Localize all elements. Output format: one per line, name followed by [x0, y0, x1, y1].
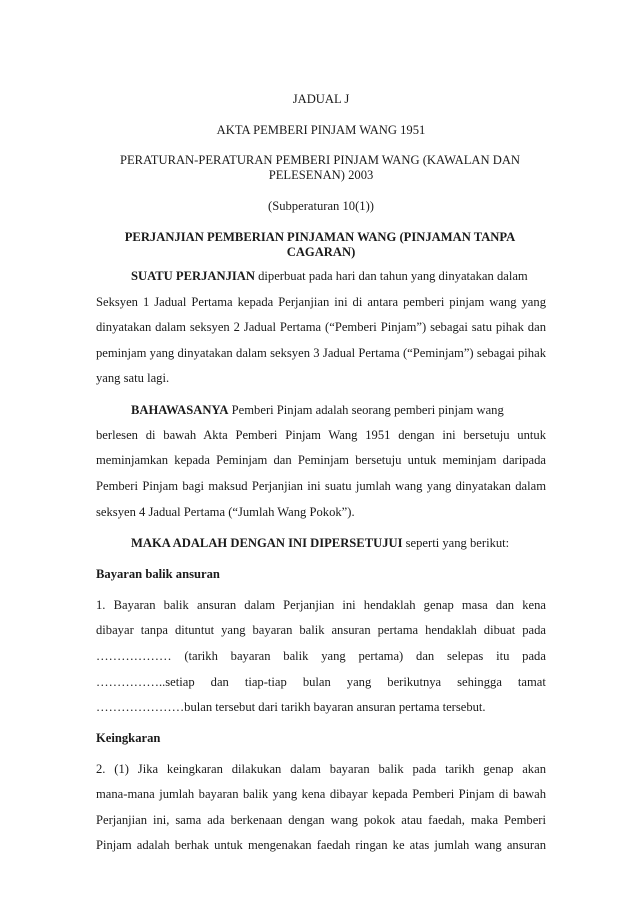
para1-line3: dinyatakan dalam seksyen 2 Jadual Pertama (“Pemberi Pinjam”) sebagai satu pihak dan	[96, 320, 546, 334]
para2-line3: meminjamkan kepada Peminjam dan Peminjam bersetuju untuk meminjam daripada	[96, 453, 546, 467]
section1-line4-word: tiap-tiap	[244, 675, 287, 689]
para1-line4: peminjam yang dinyatakan dalam seksyen 3 Jadual Pertama (“Peminjam”) sebagai pihak	[96, 346, 546, 360]
para1-line5: yang satu lagi.	[96, 371, 170, 385]
schedule-title: JADUAL J	[292, 92, 350, 106]
section2-line4: Pinjam adalah berhak untuk mengenakan faedah ringan ke atas jumlah wang ansuran	[96, 838, 546, 852]
section1-line3-word: (tarikh	[184, 649, 218, 663]
para2-line4: Pemberi Pinjam bagi maksud Perjanjian ini suatu jumlah wang yang dinyatakan dalam	[96, 479, 546, 493]
para1-line1-text: diperbuat pada hari dan tahun yang dinyatakan dalam	[254, 269, 528, 283]
section1-line4-word: ……………..setiap	[96, 675, 195, 689]
para1-lead: SUATU PERJANJIAN	[131, 269, 255, 283]
section1-line3-word: itu	[496, 649, 510, 663]
section1-heading: Bayaran balik ansuran	[96, 567, 220, 581]
section1-line4-word: dan	[210, 675, 229, 689]
section1-line3-word: dan	[416, 649, 435, 663]
para2-line2: berlesen di bawah Akta Pemberi Pinjam Wang 1951 dengan ini bersetuju untuk	[96, 428, 546, 442]
section1-line2: dibayar tanpa dituntut yang bayaran balik ansuran pertama hendaklah dibuat pada	[96, 623, 546, 637]
para2-line5: seksyen 4 Jadual Pertama (“Jumlah Wang Pokok”).	[96, 505, 355, 519]
section1-line3-word: bayaran	[230, 649, 271, 663]
para2-lead: BAHAWASANYA	[131, 403, 229, 417]
section1-line3-word: balik	[283, 649, 309, 663]
section1-line4-word: tamat	[517, 675, 546, 689]
para1-line2: Seksyen 1 Jadual Pertama kepada Perjanjian ini di antara pemberi pinjam wang yang	[96, 295, 546, 309]
para1-line1	[96, 269, 546, 284]
agreement-title-line2: CAGARAN)	[286, 245, 356, 259]
section2-line3: Perjanjian ini, sama ada berkenaan dengan wang pokok atau faedah, maka Pemberi	[96, 813, 546, 827]
section1-line3-word: pada	[522, 649, 546, 663]
section2-heading: Keingkaran	[96, 731, 161, 745]
section1-line4-word: berikutnya	[387, 675, 442, 689]
section1-line4-word: bulan	[302, 675, 331, 689]
section1-line5: …………………bulan tersebut dari tarikh bayaran ansuran pertama tersebut.	[96, 700, 486, 714]
section1-line3-word: yang	[321, 649, 346, 663]
agreement-title-line1: PERJANJIAN PEMBERIAN PINJAMAN WANG (PINJAMAN TANPA	[124, 230, 516, 244]
act-title: AKTA PEMBERI PINJAM WANG 1951	[216, 123, 426, 137]
regulations-title-line2: PELESENAN) 2003	[268, 168, 374, 182]
section1-line3	[96, 649, 546, 664]
section1-line4-word: sehingga	[457, 675, 502, 689]
section2-line1: 2. (1) Jika keingkaran dilakukan dalam bayaran balik pada tarikh genap akan	[96, 762, 546, 776]
section1-line4-word: yang	[346, 675, 372, 689]
para3-line	[96, 536, 546, 551]
section2-line2: mana-mana jumlah bayaran balik yang kena dibayar kepada Pemberi Pinjam di bawah	[96, 787, 546, 801]
section1-line1: 1. Bayaran balik ansuran dalam Perjanjian ini hendaklah genap masa dan kena	[96, 598, 546, 612]
para2-line1	[96, 403, 546, 418]
section1-line3-word: ………………	[96, 649, 172, 663]
regulations-title-line1: PERATURAN-PERATURAN PEMBERI PINJAM WANG (KAWALAN DAN	[119, 153, 521, 167]
section1-line3-word: selepas	[446, 649, 484, 663]
subregulation-reference: (Subperaturan 10(1))	[268, 199, 374, 213]
para3-text: seperti yang berikut:	[402, 536, 510, 550]
section1-line3-word: pertama)	[358, 649, 404, 663]
para2-line1-text: Pemberi Pinjam adalah seorang pemberi pinjam wang	[228, 403, 504, 417]
para3-lead: MAKA ADALAH DENGAN INI DIPERSETUJUI	[131, 536, 403, 550]
section1-line4	[96, 675, 546, 690]
